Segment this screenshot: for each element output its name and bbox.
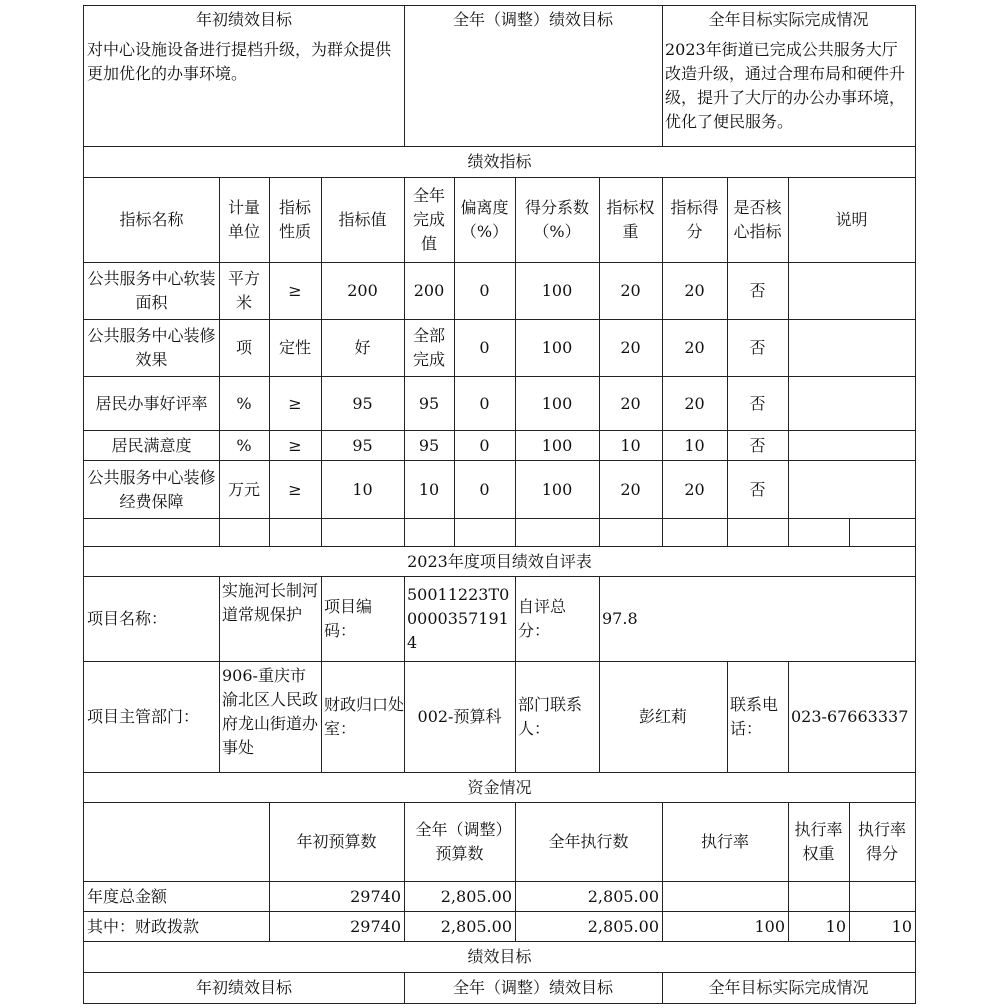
- header-note: 说明: [835, 210, 868, 229]
- dept-value: 906-重庆市渝北区人民政府龙山街道办事处: [222, 666, 319, 757]
- indicator-note: [788, 461, 915, 518]
- indicator-core: 否: [749, 338, 766, 357]
- indicator-unit: 万元: [227, 479, 260, 499]
- indicator-note: [788, 377, 915, 430]
- indicator-nature: ≥: [288, 435, 302, 455]
- header-core: 是否核心指标: [733, 198, 782, 241]
- initial-goal-text: 对中心设施设备进行提档升级，为群众提供更加优化的办事环境。: [87, 40, 392, 83]
- header-actual-completion: 全年目标实际完成情况: [708, 10, 869, 29]
- phone-value: 023-67663337: [791, 707, 909, 726]
- finance-office-label: 财政归口处室：: [324, 695, 404, 738]
- indicator-core: 否: [749, 435, 766, 455]
- indicator-nature: ≥: [288, 281, 302, 300]
- self-score-label: 自评总分：: [518, 597, 567, 640]
- header-weight: 指标权重: [606, 198, 655, 241]
- indicator-unit: %: [236, 435, 252, 455]
- indicator-completed: 全部完成: [412, 326, 445, 369]
- bottom-goals-title: 绩效目标: [467, 947, 532, 966]
- header-completed-value: 全年完成值: [412, 186, 445, 253]
- header-exec-rate-weight: 执行率权重: [794, 820, 843, 863]
- indicator-value: 200: [347, 281, 378, 300]
- fund-adjusted: 2,805.00: [440, 886, 512, 906]
- fund-row-label: 年度总金额: [87, 886, 168, 906]
- indicator-note: [788, 263, 915, 319]
- project-name-label: 项目名称：: [87, 609, 168, 628]
- contact-label: 部门联系人：: [518, 695, 583, 738]
- indicator-nature: ≥: [288, 393, 302, 413]
- indicator-score: 20: [684, 479, 705, 499]
- indicator-unit: %: [236, 393, 252, 413]
- funds-title: 资金情况: [467, 777, 532, 797]
- header-adjusted-budget: 全年（调整）预算数: [415, 820, 504, 863]
- fund-initial: 29740: [350, 916, 401, 936]
- contact-value: 彭红莉: [638, 707, 687, 726]
- fund-rate: [662, 882, 788, 911]
- adjusted-goal-text: [404, 36, 662, 146]
- indicator-coefficient: 100: [541, 479, 573, 499]
- indicator-core: 否: [749, 393, 766, 413]
- phone-label: 联系电话：: [730, 695, 779, 738]
- indicator-name: 公共服务中心软装面积: [87, 269, 216, 312]
- actual-completion-text: 2023年街道已完成公共服务大厅改造升级，通过合理布局和硬件升级，提升了大厅的办公办事环境，优化了便民服务。: [665, 40, 906, 131]
- indicator-coefficient: 100: [541, 393, 573, 413]
- dept-label: 项目主管部门：: [87, 707, 200, 726]
- bottom-header-adjusted: 全年（调整）绩效目标: [452, 978, 613, 997]
- bottom-header-actual: 全年目标实际完成情况: [708, 978, 869, 997]
- indicator-weight: 10: [620, 435, 641, 455]
- indicator-score: 20: [684, 338, 705, 357]
- indicator-completed: 95: [418, 393, 440, 413]
- header-target-value: 指标值: [338, 210, 387, 229]
- header-score: 指标得分: [670, 198, 719, 241]
- fund-initial: 29740: [350, 886, 401, 906]
- indicator-weight: 20: [620, 338, 641, 357]
- indicator-core: 否: [749, 479, 766, 499]
- indicator-coefficient: 100: [541, 281, 573, 300]
- indicator-weight: 20: [620, 479, 641, 499]
- indicator-deviation: 0: [479, 393, 490, 413]
- project-table-title: 2023年度项目绩效自评表: [407, 551, 592, 571]
- fund-rate-score: [849, 882, 915, 911]
- fund-rate-weight: 10: [825, 916, 846, 936]
- fund-rate-score: 10: [891, 916, 912, 936]
- fund-rate: 100: [754, 916, 785, 936]
- header-exec-rate: 执行率: [700, 832, 749, 851]
- project-code-value: 50011223T000003571914: [407, 585, 510, 652]
- header-coefficient: 得分系数（%）: [524, 198, 589, 241]
- indicator-unit: 项: [235, 338, 252, 357]
- indicator-name: 居民满意度: [111, 435, 192, 455]
- indicator-completed: 10: [418, 479, 440, 499]
- header-executed: 全年执行数: [548, 832, 629, 851]
- header-nature: 指标性质: [278, 198, 311, 241]
- indicator-deviation: 0: [479, 338, 490, 357]
- indicator-note: [788, 431, 915, 460]
- indicators-title: 绩效指标: [467, 152, 532, 171]
- indicator-score: 20: [684, 393, 705, 413]
- indicator-score: 10: [684, 435, 705, 455]
- indicator-unit: 平方米: [227, 269, 260, 312]
- indicator-coefficient: 100: [541, 338, 573, 357]
- indicator-coefficient: 100: [541, 435, 573, 455]
- header-adjusted-goal: 全年（调整）绩效目标: [452, 10, 613, 29]
- indicator-score: 20: [684, 281, 705, 300]
- indicator-value: 好: [354, 338, 371, 357]
- finance-office-value: 002-预算科: [417, 707, 502, 726]
- fund-adjusted: 2,805.00: [440, 916, 512, 936]
- project-code-label: 项目编码：: [324, 597, 373, 640]
- indicator-core: 否: [749, 281, 766, 300]
- self-score-value: 97.8: [602, 609, 638, 628]
- indicator-value: 95: [352, 435, 373, 455]
- fund-executed: 2,805.00: [587, 916, 659, 936]
- fund-executed: 2,805.00: [587, 886, 659, 906]
- indicator-nature: 定性: [278, 338, 311, 357]
- indicator-name: 居民办事好评率: [95, 393, 208, 413]
- header-initial-goal: 年初绩效目标: [195, 10, 292, 29]
- indicator-deviation: 0: [479, 435, 490, 455]
- fund-row-label: 其中：财政拨款: [87, 916, 200, 936]
- indicator-completed: 95: [418, 435, 440, 455]
- bottom-header-initial: 年初绩效目标: [195, 978, 292, 997]
- indicator-note: [788, 320, 915, 376]
- indicator-nature: ≥: [288, 479, 302, 499]
- header-unit: 计量单位: [227, 198, 260, 241]
- fund-rate-weight: [788, 882, 849, 911]
- header-indicator-name: 指标名称: [119, 210, 184, 229]
- indicator-weight: 20: [620, 281, 641, 300]
- indicator-completed: 200: [413, 281, 445, 300]
- project-name-value: 实施河长制河道常规保护: [222, 581, 319, 624]
- indicator-weight: 20: [620, 393, 641, 413]
- header-initial-budget: 年初预算数: [296, 832, 377, 851]
- indicator-deviation: 0: [479, 281, 490, 300]
- header-deviation: 偏离度（%）: [460, 198, 509, 241]
- header-exec-rate-score: 执行率得分: [857, 820, 906, 863]
- indicator-value: 10: [352, 479, 373, 499]
- indicator-deviation: 0: [479, 479, 490, 499]
- indicator-value: 95: [352, 393, 373, 413]
- indicator-name: 公共服务中心装修效果: [87, 326, 216, 369]
- indicator-name: 公共服务中心装修经费保障: [87, 467, 216, 511]
